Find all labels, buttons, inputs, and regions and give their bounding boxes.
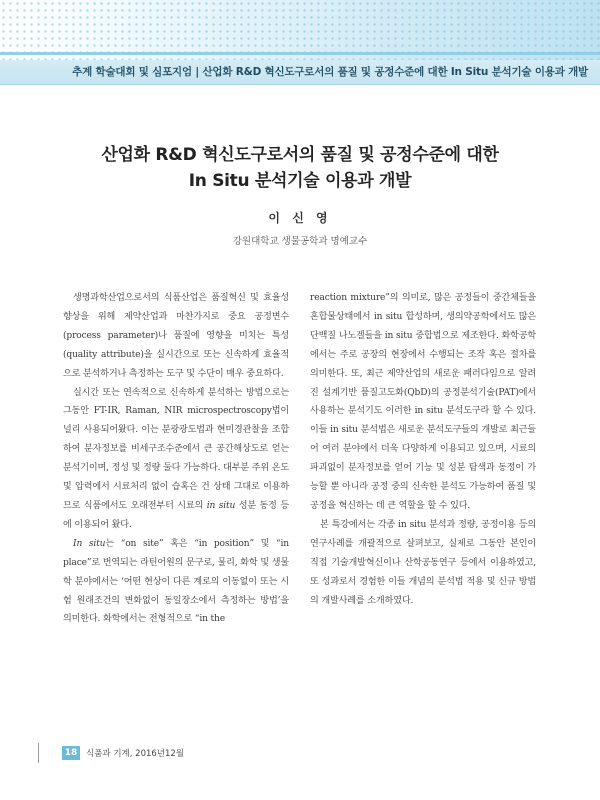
page-number: 18 [62,746,80,760]
paragraph: 실시간 또는 연속적으로 신속하게 분석하는 방법으로는 그동안 FT-IR, Raman, NIR microspectroscopy법이 널리 사용되어왔다. 이는 분광광도법과 현미경관찰을 조합하여 분자정보를 비세구조수준에서 큰 공간해상도로 얻는 분석기이며, 정성 및 정량 둘다 가능하다. 대부분 주위 온도 및 압력에서 시료처리 없이 습혹은 건 상태 그대로 이용하므로 식품에서도 오래전부터 시료의 in situ 성분 동정 등에 이용되어 왔다. [63,387,290,530]
paragraph: 본 특강에서는 각종 in situ 분석과 정량, 공정이용 등의 연구사례를 개괄적으로 살펴보고, 실제로 그동안 본인이 직접 기술개발혁신이나 산학공동연구 등에서 이용하였고, 또 성과로서 경험한 이들 개념의 분석법 적용 및 신규 방법의 개발사례를 소개하였다. [310,519,536,606]
author-name: 이 신 영 [268,211,332,225]
paragraph: In situ는 “on site” 혹은 “in position” 및 “in place”로 번역되는 라틴어원의 문구로, 물리, 화학 및 생물학 분야에서는 ‘어떤 현상이 다른 계로의 이동없이 또는 시험 원래조건의 변화없이 동일장소에서 측정하는 방법’을 의미한다. 화학에서는 전형적으로 “in the [63,538,289,625]
author-affiliation: 강원대학교 생물공학과 명예교수 [232,236,368,247]
body-column-left [63,289,289,629]
article-title [0,142,600,194]
running-header [0,60,600,85]
title-line-1: 산업화 R&D 혁신도구로서의 품질 및 공정수준에 대한 [101,145,499,165]
header-stripe [0,52,600,55]
running-title: 추계 학술대회 및 심포지엄 | 산업화 R&D 혁신도구로서의 품질 및 공정수준에 대한 In Situ 분석기술 이용과 개발 [72,66,588,78]
dot-pattern [0,0,600,60]
body-column-right [310,289,536,610]
footer-rule [38,743,39,763]
paragraph: reaction mixture”의 의미로, 많은 공정들이 중간체들을 혼합물상태에서 in situ 합성하며, 생의약공학에서도 많은 단백질 나노겔들을 in situ 중합법으로 제조한다. 화학공학에서는 주로 공장의 현장에서 수행되는 조작 혹은 절차를 의미한다. 또, 최근 제약산업의 새로운 패러다임으로 알려진 설계기반 품질고도화(QbD)의 공정분석기술(PAT)에서 사용하는 분석기도 이러한 in situ 분석도구라 할 수 있다. 이들 in situ 분석법은 새로운 분석도구들의 개발로 최근들어 여러 분야에서 더욱 다양하게 이용되고 있으며, 시료의 파괴없이 분자정보를 얻어 기능 및 성분 탐색과 동정이 가능할 뿐 아니라 공정 중의 신속한 분석도 가능하여 품질 및 공정을 혁신하는 데 큰 역할을 할 수 있다. [310,293,536,511]
decorative-header-band [0,0,600,60]
title-line-2: In Situ 분석기술 이용과 개발 [188,171,412,191]
paragraph: 생명과학산업으로서의 식품산업은 품질혁신 및 효율성 향상을 위해 제약산업과 마찬가지로 중요 공정변수(process parameter)나 품질에 영향을 미치는 특성(quality attribute)을 실시간으로 또는 신속하게 효율적으로 분석하거나 측정하는 도구 및 수단이 매우 중요하다. [63,293,289,379]
journal-name: 식품과 기계, 2016년12월 [86,749,185,759]
